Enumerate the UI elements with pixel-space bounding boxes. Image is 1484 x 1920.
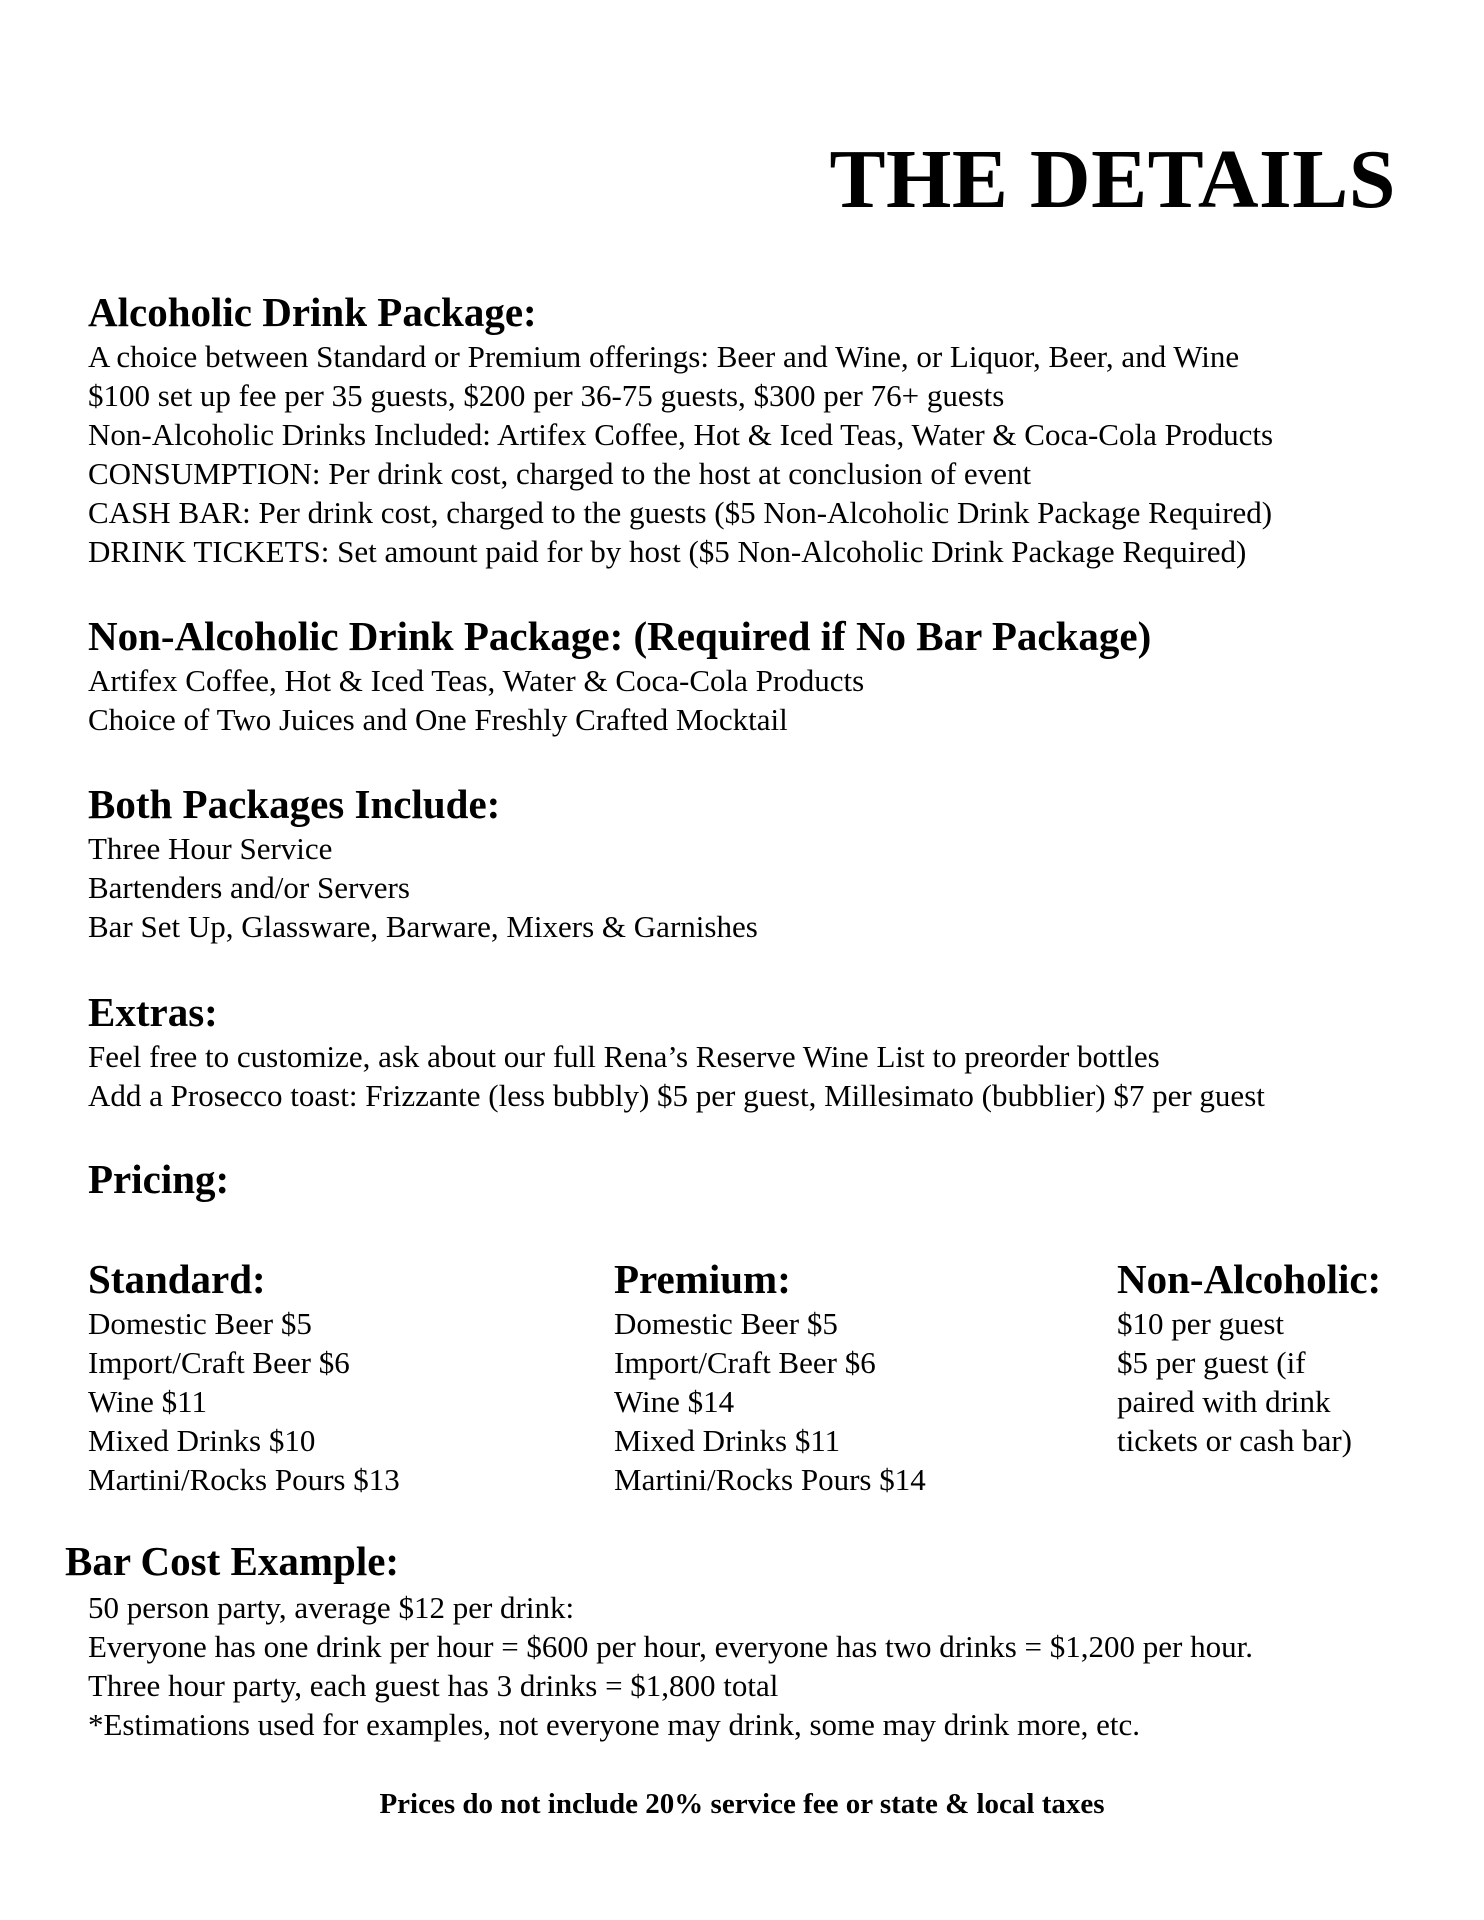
bar-cost-line: *Estimations used for examples, not everyone may drink, some may drink more, etc.: [88, 1707, 1141, 1742]
both-packages-section: [88, 781, 758, 946]
pricing-heading: Pricing:: [88, 1156, 230, 1202]
extras-section: [88, 989, 1265, 1115]
standard-price-line: Domestic Beer $5: [88, 1306, 312, 1341]
extras-line: Feel free to customize, ask about our full Rena’s Reserve Wine List to preorder bottles: [88, 1039, 1160, 1074]
alcoholic-line: $100 set up fee per 35 guests, $200 per 36-75 guests, $300 per 76+ guests: [88, 378, 1005, 413]
alcoholic-line: Non-Alcoholic Drinks Included: Artifex Coffee, Hot & Iced Teas, Water & Coca-Cola Products: [88, 417, 1274, 452]
non-alcoholic-price-line: $10 per guest: [1117, 1306, 1285, 1341]
premium-price-line: Martini/Rocks Pours $14: [614, 1462, 926, 1497]
bar-cost-heading: Bar Cost Example:: [65, 1538, 400, 1584]
alcoholic-line: CONSUMPTION: Per drink cost, charged to the host at conclusion of event: [88, 456, 1032, 491]
premium-heading: Premium:: [614, 1256, 791, 1302]
premium-price-line: Mixed Drinks $11: [614, 1423, 841, 1458]
premium-price-line: Domestic Beer $5: [614, 1306, 838, 1341]
both-packages-heading: Both Packages Include:: [88, 781, 501, 827]
alcoholic-line: CASH BAR: Per drink cost, charged to the guests ($5 Non-Alcoholic Drink Package Required): [88, 495, 1273, 530]
standard-price-line: Martini/Rocks Pours $13: [88, 1462, 400, 1497]
standard-heading: Standard:: [88, 1256, 266, 1302]
both-packages-line: Bar Set Up, Glassware, Barware, Mixers & Garnishes: [88, 909, 758, 944]
bar-cost-line: 50 person party, average $12 per drink:: [88, 1590, 575, 1625]
alcoholic-package-section: [88, 289, 1274, 571]
non-alcoholic-price-line: $5 per guest (if: [1117, 1345, 1306, 1380]
pricing-non-alcoholic-column: [1117, 1256, 1382, 1460]
extras-line: Add a Prosecco toast: Frizzante (less bubbly) $5 per guest, Millesimato (bubblier) $7 per guest: [88, 1078, 1265, 1113]
non-alcoholic-price-line: paired with drink: [1117, 1384, 1331, 1419]
alcoholic-line: DRINK TICKETS: Set amount paid for by host ($5 Non-Alcoholic Drink Package Required): [88, 534, 1247, 569]
extras-heading: Extras:: [88, 989, 218, 1035]
premium-price-line: Import/Craft Beer $6: [614, 1345, 876, 1380]
bar-cost-section: [88, 1588, 1253, 1744]
standard-price-line: Import/Craft Beer $6: [88, 1345, 350, 1380]
standard-price-line: Wine $11: [88, 1384, 207, 1419]
non-alcoholic-price-line: tickets or cash bar): [1117, 1423, 1352, 1458]
non-alcoholic-package-section: [88, 613, 1152, 739]
page-title: THE DETAILS: [829, 133, 1396, 226]
non-alcoholic-package-heading: Non-Alcoholic Drink Package: (Required if No Bar Package): [88, 613, 1152, 659]
alcoholic-package-heading: Alcoholic Drink Package:: [88, 289, 537, 335]
non-alcoholic-pricing-heading: Non-Alcoholic:: [1117, 1256, 1382, 1302]
pricing-standard-column: [88, 1256, 400, 1499]
bar-cost-line: Everyone has one drink per hour = $600 per hour, everyone has two drinks = $1,200 per hour.: [88, 1629, 1253, 1664]
pricing-premium-column: [614, 1256, 926, 1499]
footer-note: Prices do not include 20% service fee or state & local taxes: [379, 1788, 1105, 1820]
standard-price-line: Mixed Drinks $10: [88, 1423, 316, 1458]
alcoholic-line: A choice between Standard or Premium offerings: Beer and Wine, or Liquor, Beer, and Wine: [88, 339, 1240, 374]
non-alcoholic-line: Choice of Two Juices and One Freshly Crafted Mocktail: [88, 702, 788, 737]
bar-cost-line: Three hour party, each guest has 3 drinks = $1,800 total: [88, 1668, 779, 1703]
both-packages-line: Bartenders and/or Servers: [88, 870, 410, 905]
both-packages-line: Three Hour Service: [88, 831, 333, 866]
premium-price-line: Wine $14: [614, 1384, 735, 1419]
non-alcoholic-line: Artifex Coffee, Hot & Iced Teas, Water & Coca-Cola Products: [88, 663, 865, 698]
